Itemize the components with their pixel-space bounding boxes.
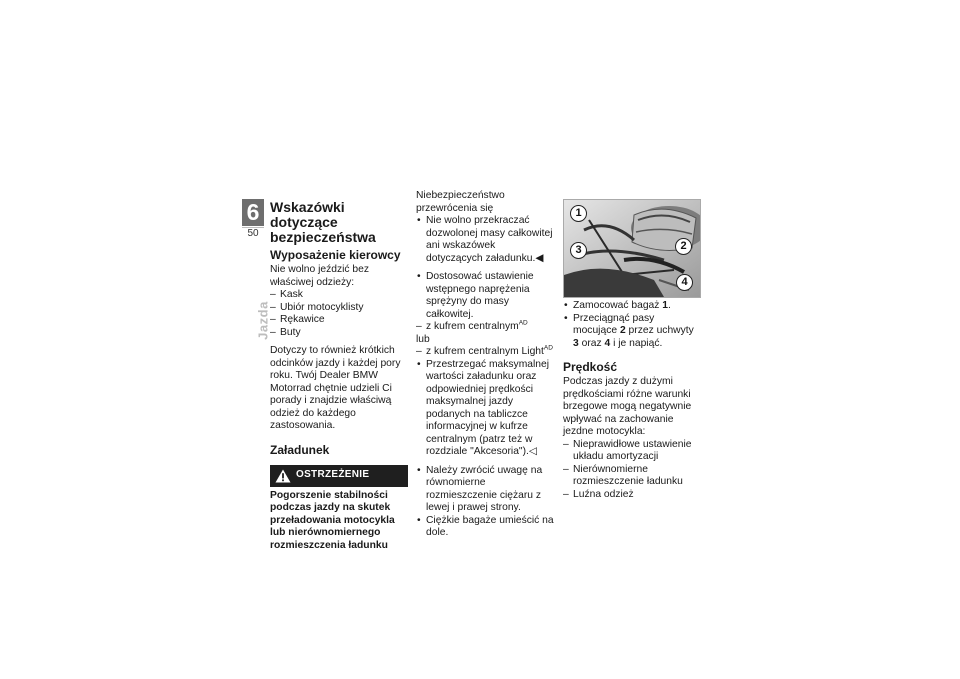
subheading-rider-gear: Wyposażenie kierowcy: [270, 248, 401, 262]
warning-label: OSTRZEŻENIE: [296, 469, 370, 481]
list-item: • Należy zwrócić uwagę na równomierne rozmieszczenie ciężaru z lewej i prawej strony.: [416, 465, 554, 515]
subheading-loading: Załadunek: [270, 442, 330, 457]
speed-factors-list: [563, 439, 701, 502]
danger-text: Niebezpieczeństwo przewrócenia się: [416, 190, 505, 214]
warning-bar: [270, 465, 408, 487]
callout-2: 2: [675, 238, 692, 255]
option-list-2: [416, 346, 554, 359]
list-item: – Rękawice: [270, 314, 408, 327]
list-item: – Nierównomierne rozmieszczenie ładunku: [563, 464, 701, 489]
step-text: .: [668, 300, 671, 311]
ref-number: 4: [604, 337, 611, 349]
end-mark: ◀: [535, 252, 544, 264]
load-rules-list-4: [416, 465, 554, 540]
callout-4: 4: [676, 274, 693, 291]
list-item: • Dostosować ustawienie wstępnego naprężenia sprężyny do masy całkowitej.: [416, 271, 554, 321]
list-item: [416, 359, 554, 459]
column-right: [563, 300, 701, 501]
callout-3: 3: [570, 242, 587, 259]
ref-number: 1: [662, 300, 669, 311]
list-item: • Ciężkie bagaże umieścić na dole.: [416, 515, 554, 540]
list-item: [563, 300, 701, 313]
option-text: z kufrem centralnym Light: [426, 346, 544, 357]
callout-1: 1: [570, 205, 587, 222]
list-item: – Kask: [270, 289, 408, 302]
list-item: – Nieprawidłowe ustawienie układu amortyzacji: [563, 439, 701, 464]
warning-triangle-icon: [270, 465, 296, 487]
list-item-text: Przestrzegać maksymalnej wartości załadunku oraz odpowiedniej prędkości maksymalnej jazdy podanych na tabliczce informacyjnej w kufrze centralnym (patrz też w rozdziale "Akcesoria").: [426, 358, 550, 457]
gear-list: [270, 289, 408, 339]
speed-intro: Podczas jazdy z dużymi prędkościami różne warunki brzegowe mogą negatywnie wpływać na zachowanie jezdne motocykla:: [563, 376, 692, 437]
step-text: Przeciągnąć pasy mocujące: [573, 312, 655, 336]
subheading-speed: Prędkość: [563, 360, 618, 374]
list-item: – Luźna odzież: [563, 489, 701, 502]
page-number: 50: [247, 228, 259, 239]
ref-number: 2: [619, 325, 626, 336]
load-rules-list-3: [416, 359, 554, 459]
chapter-number: 6: [242, 199, 264, 226]
option-text: z kufrem centralnym: [426, 321, 519, 332]
list-item: [416, 215, 554, 265]
option-superscript: AD: [543, 344, 553, 352]
gear-note: Dotyczy to również krótkich odcinków jazdy i każdej pory roku. Twój Dealer BMW Motorrad chętnie udzieli Ci porady i znajdzie właściwą odzież do każdego zastosowania.: [270, 345, 401, 431]
list-item: [563, 313, 701, 351]
column-left: [270, 200, 408, 552]
step-text: przez uchwyty: [625, 325, 694, 336]
or-text: lub: [416, 333, 430, 345]
chapter-side-label: Jazda: [255, 301, 271, 340]
load-rules-list-2: [416, 271, 554, 321]
list-item: – Ubiór motocyklisty: [270, 302, 408, 315]
gear-intro: Nie wolno jeździć bez właściwej odzieży:: [270, 264, 370, 288]
column-middle: [416, 190, 554, 540]
list-item: [416, 321, 554, 334]
option-superscript: AD: [518, 319, 528, 327]
step-text: Zamocować bagaż: [573, 300, 663, 311]
warning-text: Pogorszenie stabilności podczas jazdy na skutek przeładowania motocykla lub nierównomiernego rozmieszczenia ładunku: [270, 489, 395, 551]
section-heading: Wskazówki dotyczące bezpieczeństwa: [270, 199, 376, 245]
list-item: [416, 346, 554, 359]
luggage-photo: [563, 199, 701, 298]
step-text: oraz: [578, 337, 605, 349]
step-text: i je napiąć.: [610, 337, 663, 349]
option-list-1: [416, 321, 554, 334]
luggage-steps-list: [563, 300, 701, 350]
list-item: – Buty: [270, 327, 408, 340]
ref-number: 3: [573, 337, 579, 349]
list-item-text: Nie wolno przekraczać dozwolonej masy całkowitej ani wskazówek dotyczących załadunku.: [426, 215, 553, 264]
end-mark: ◁: [528, 446, 537, 457]
load-rules-list-1: [416, 215, 554, 265]
